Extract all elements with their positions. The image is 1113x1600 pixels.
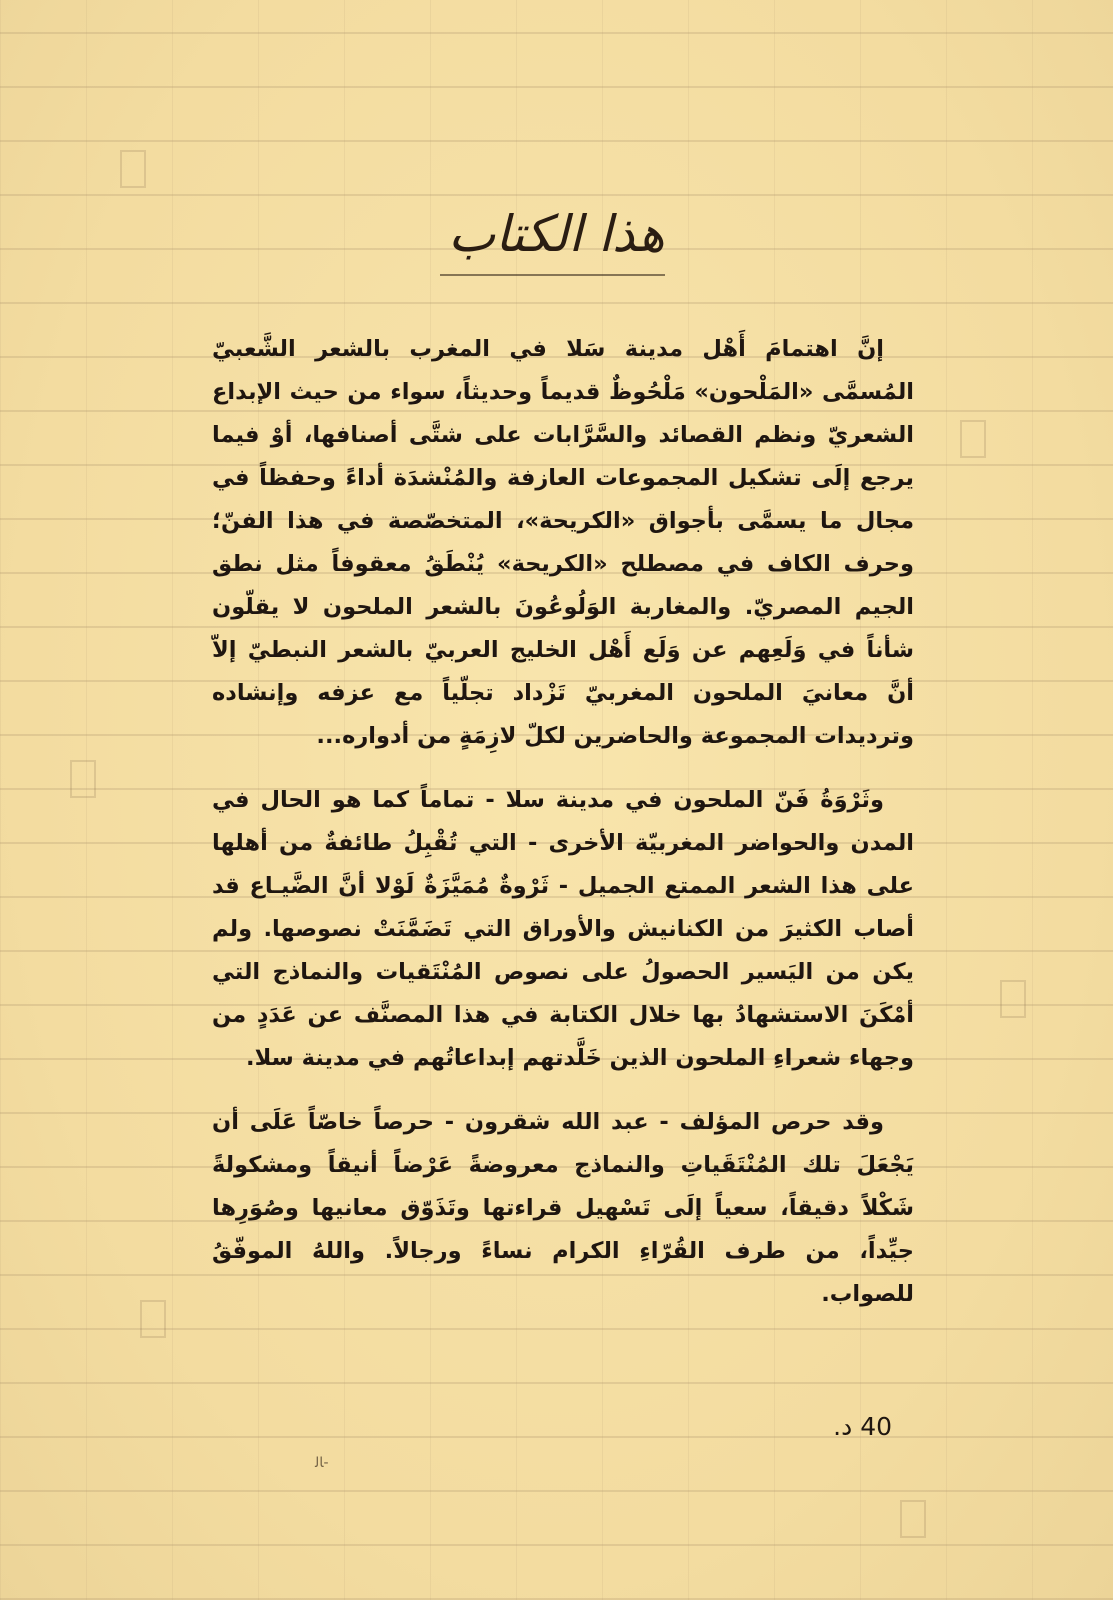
background-bracket-mark xyxy=(70,760,96,798)
corner-mark: ﺎﻟ- xyxy=(315,1455,329,1471)
price-label: 40 د. xyxy=(833,1412,892,1441)
paragraph-1: إنَّ اهتمامَ أَهْل مدينة سَلا في المغرب بالشعر الشَّعبيّ المُسمَّى «المَلْحون» مَلْحُوظٌ قديماً وحديثاً، سواء من حيث الإبداع الشعريّ ونظم القصائد والسَّرَّابات على شتَّى أصنافها، أوْ فيما يرجع إلَى تشكيل المجموعات العازفة والمُنْشدَة أداءً وحفظاً في مجال ما يسمَّى بأجواق «الكريحة»، المتخصّصة في هذا الفنّ؛ وحرف الكاف في مصطلح «الكريحة» يُنْطَقُ معقوفاً مثل نطق الجيم المصريّ. والمغاربة الوَلُوعُونَ بالشعر الملحون لا يقلّون شأناً في وَلَعِهم عن وَلَع أَهْل الخليج العربيّ بالشعر النبطيّ إلاّ أنَّ معانيَ الملحون المغربيّ تَزْداد تجلّياً مع عزفه وإنشاده وترديدات المجموعة والحاضرين لكلّ لازِمَةٍ من أدواره... xyxy=(212,336,914,749)
background-bracket-mark xyxy=(140,1300,166,1338)
paragraph-2: وثَرْوَةُ فَنّ الملحون في مدينة سلا - تماماً كما هو الحال في المدن والحواضر المغربيّة الأخرى - التي تُقْبِلُ طائفةٌ من أهلها على هذا الشعر الممتع الجميل - ثَرْوةٌ مُمَيَّزَةٌ لَوْلا أنَّ الضَّيـاع قد أصاب الكثيرَ من الكنانيش والأوراق التي تَضَمَّنَتْ نصوصها. ولم يكن من اليَسير الحصولُ على نصوص المُنْتَقيات والنماذج التي أمْكَنَ الاستشهادُ بها خلال الكتابة في هذا المصنَّف عن عَدَدٍ من وجهاء شعراءِ الملحون الذين خَلَّدتهم إبداعاتُهم في مدينة سلا. xyxy=(212,787,914,1071)
paragraph-3: وقد حرص المؤلف - عبد الله شقرون - حرصاً خاصّاً عَلَى أن يَجْعَلَ تلك المُنْتَقَياتِ والنماذج معروضةً عَرْضاً أنيقاً ومشكولةً شَكْلاً دقيقاً، سعياً إلَى تَسْهيل قراءتها وتَذَوّق معانيها وصُوَرِها جيِّداً، من طرف القُرّاءِ الكرام نساءً ورجالاً. واللهُ الموفّقُ للصواب. xyxy=(212,1109,914,1307)
page-title: هذا الكتاب xyxy=(448,205,665,263)
title-underline xyxy=(440,274,665,276)
title-block xyxy=(0,205,1113,285)
background-bracket-mark xyxy=(960,420,986,458)
background-bracket-mark xyxy=(1000,980,1026,1018)
background-bracket-mark xyxy=(120,150,146,188)
body-text xyxy=(212,328,914,1337)
background-bracket-mark xyxy=(900,1500,926,1538)
